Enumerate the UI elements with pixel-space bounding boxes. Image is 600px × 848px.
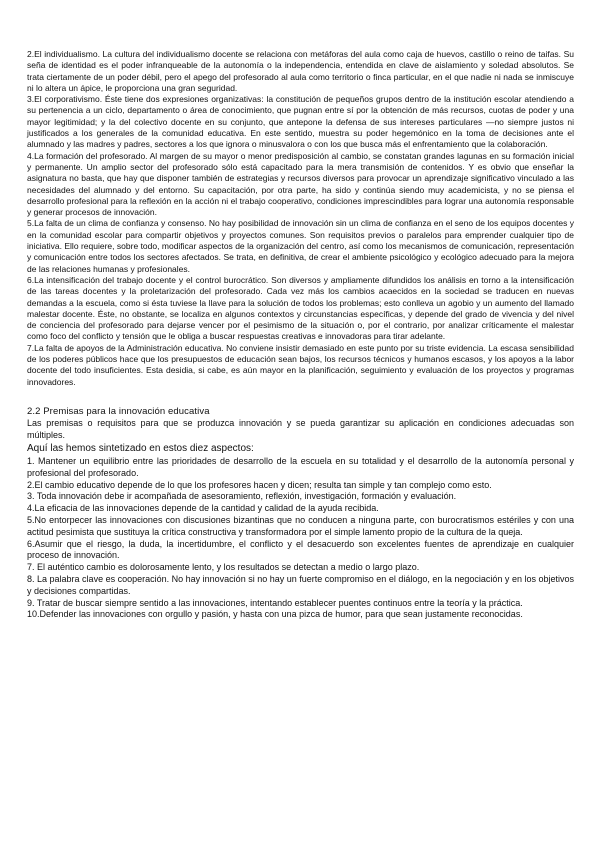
premises-lead: Aquí las hemos sintetizado en estos diez aspectos: (27, 442, 254, 454)
premises-intro: Las premisas o requisitos para que se produzca innovación y se pueda garantizar su aplicación en condiciones adecuadas son múltiples. (27, 417, 574, 440)
obstacle-corporativism: 3.El corporativismo. Éste tiene dos expresiones organizativas: la constitución de pequeños grupos dentro de la institución escolar atendiendo a su pertenencia a un ciclo, departamento o área de conocimiento, que pugnan entre sí por la obtención de más recursos, cuotas de poder y una mayor legitimidad; y la del colectivo docente en su conjunto, que antepone la defensa de sus intereses particulares —no siempre justos ni justificados a los generales de la comunidad educativa. En este sentido, muestra su poder hegemónico en la toma de decisiones ante el alumnado y las madres y padres, sectores a los que ignora o minusvalora o con los que busca más el enfrentamiento que la colaboración. (27, 94, 574, 150)
obstacle-teacher-training: 4.La formación del profesorado. Al margen de su mayor o menor predisposición al cambio, se constatan grandes lagunas en su formación inicial y permanente. Un amplio sector del profesorado sólo está capacitado para la mera transmisión de contenidos. Y es obvio que enseñar la asignatura no basta, que hay que disponer también de estrategias y recursos diversos para provocar un aprendizaje significativo vinculado a las necesidades del alumnado y del entorno. Su capacitación, por otra parte, ha sido y continúa siendo muy academicista, y no se piensa el desarrollo profesional para la reflexión en la acción ni el trabajo cooperativo, condiciones imprescindibles para lograr una autonomía responsable y generar procesos de innovación. (27, 150, 574, 218)
premise-item: 5.No entorpecer las innovaciones con discusiones bizantinas que no conducen a ninguna parte, con burocratismos estériles y con una actitud pesimista que sustituya la crítica constructiva y transformadora por el simple lamento propio de la cultura de la queja. (27, 514, 574, 537)
obstacle-work-intensification: 6.La intensificación del trabajo docente y el control burocrático. Son diversos y ampliamente difundidos los análisis en torno a la intensificación de las tareas docentes y la proletarización del profesorado. Cada vez más los cambios acaecidos en la sociedad se traducen en nuevas demandas a la escuela, como si ésta tuviese la llave para la solución de todos los problemas; esto conlleva un agobio y un aumento del llamado malestar docente. Éste, no obstante, se localiza en algunos contextos y circunstancias específicas, y depende del grado de vivencia y del nivel de conciencia del profesorado para dejarse vencer por el pesimismo de la situación o, por el contrario, por analizar críticamente el malestar como foco del conflicto y tensión que le obliga a buscar respuestas creativas e innovadoras para tirar adelante. (27, 274, 574, 342)
premises-list (27, 456, 574, 621)
obstacles-section (27, 49, 574, 388)
obstacle-individualism: 2.El individualismo. La cultura del individualismo docente se relaciona con metáforas del aula como caja de huevos, castillo o reino de taifas. Su seña de identidad es el poder infranqueable de la autonomía o la independencia, entendida en clave de aislamiento y soledad absolutos. Se trata ciertamente de un poder débil, pero el apego del profesorado al aula como territorio o finca particular, en el que nadie ni nada se inmiscuye ni lo altera un ápice, le proporciona una gran seguridad. (27, 49, 574, 93)
premise-item: 7. El auténtico cambio es dolorosamente lento, y los resultados se detectan a medio o largo plazo. (27, 562, 420, 573)
premise-item: 4.La eficacia de las innovaciones depende de la cantidad y calidad de la ayuda recibida. (27, 503, 379, 514)
premise-item: 6.Asumir que el riesgo, la duda, la incertidumbre, el conflicto y el desacuerdo son excelentes fuentes de aprendizaje en cualquier proceso de innovación. (27, 538, 574, 561)
premise-item: 1. Mantener un equilibrio entre las prioridades de desarrollo de la escuela en su totalidad y el desarrollo de la autonomía personal y profesional del profesorado. (27, 456, 574, 478)
obstacle-lack-of-trust: 5.La falta de un clima de confianza y consenso. No hay posibilidad de innovación sin un clima de confianza en el seno de los equipos docentes y en la comunidad escolar para compartir objetivos y proyectos comunes. Son requisitos previos o paralelos para emprender cualquier tipo de iniciativa. Ello requiere, sobre todo, modificar aspectos de la organización del centro, así como los mecanismos de comunicación, representación y comunicación entre todos los sectores afectados. Se trata, en definitiva, de crear el ambiente psicológico y ecológico adecuado para la mejora de las relaciones humanas y profesionales. (27, 218, 574, 274)
premise-item: 2.El cambio educativo depende de lo que los profesores hacen y dicen; resulta tan simple y tan complejo como esto. (27, 479, 492, 490)
obstacle-administration-support: 7.La falta de apoyos de la Administración educativa. No conviene insistir demasiado en este punto por su triste evidencia. La escasa sensibilidad de los poderes públicos hace que los presupuestos de educación sean bajos, los recursos técnicos y humanos escasos, y los apoyos a la labor docente del todo insuficientes. Esta desidia, si cabe, es aún mayor en la planificación, seguimiento y evaluación de los proyectos y programas innovadores. (27, 342, 574, 387)
premise-item: 3. Toda innovación debe ir acompañada de asesoramiento, reflexión, investigación, formación y evaluación. (27, 491, 457, 502)
section-heading: 2.2 Premisas para la innovación educativa (27, 405, 210, 417)
premise-item: 9. Tratar de buscar siempre sentido a las innovaciones, intentando establecer puentes continuos entre la teoría y la práctica. (27, 597, 523, 608)
premises-section (27, 406, 574, 621)
premise-item: 10.Defender las innovaciones con orgullo y pasión, y hasta con una pizca de humor, para que sean justamente reconocidas. (27, 609, 523, 620)
premise-item: 8. La palabra clave es cooperación. No hay innovación si no hay un fuerte compromiso en el diálogo, en la negociación y en los objetivos y decisiones compartidas. (27, 573, 574, 596)
